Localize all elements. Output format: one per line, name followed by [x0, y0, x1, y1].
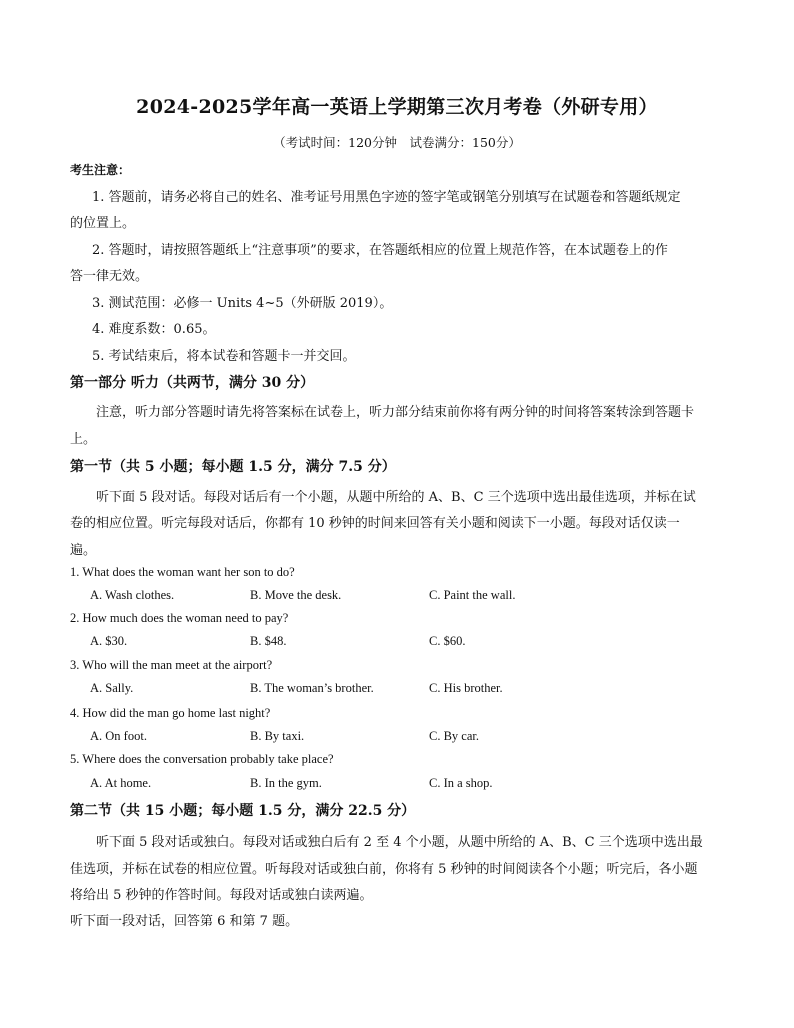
exam-title: 2024-2025学年高一英语上学期第三次月考卷（外研专用）: [136, 96, 658, 118]
question-2: 2. How much does the woman need to pay?: [70, 611, 289, 625]
question-3: 3. Who will the man meet at the airport?: [70, 658, 273, 672]
question-2-option-b: B. $48.: [250, 634, 287, 648]
question-5-option-a: A. At home.: [90, 776, 152, 790]
section1-instr-line1: 听下面 5 段对话。每段对话后有一个小题，从题中所给的 A、B、C 三个选项中选出最佳选项，并标在试: [96, 490, 696, 505]
question-1-option-a: A. Wash clothes.: [90, 588, 175, 602]
part1-heading: 第一部分 听力（共两节，满分 30 分）: [70, 375, 315, 391]
section2-prompt: 听下面一段对话，回答第 6 和第 7 题。: [70, 914, 299, 929]
question-3-option-a: A. Sally.: [90, 681, 134, 695]
question-5-option-b: B. In the gym.: [250, 776, 322, 790]
notice-item-3: 3. 测试范围：必修一 Units 4~5（外研版 2019）。: [92, 296, 393, 311]
notice-item-1-line2: 的位置上。: [70, 216, 136, 231]
question-5-option-c: C. In a shop.: [429, 776, 493, 790]
question-1-option-b: B. Move the desk.: [250, 588, 342, 602]
question-2-option-a: A. $30.: [90, 634, 128, 648]
notice-item-2-line1: 2. 答题时，请按照答题纸上“注意事项”的要求，在答题纸相应的位置上规范作答，在本试题卷上的作: [92, 243, 668, 258]
question-4-option-a: A. On foot.: [90, 729, 147, 743]
question-1: 1. What does the woman want her son to do?: [70, 565, 295, 579]
notice-heading: 考生注意：: [70, 163, 131, 177]
question-4-option-c: C. By car.: [429, 729, 479, 743]
section1-heading: 第一节（共 5 小题；每小题 1.5 分，满分 7.5 分）: [70, 459, 396, 475]
question-5: 5. Where does the conversation probably take place?: [70, 752, 334, 766]
section2-instr-line2: 佳选项，并标在试卷的相应位置。听每段对话或独白前，你将有 5 秒钟的时间阅读各个小题；听完后，各小题: [70, 862, 698, 877]
notice-item-1-line1: 1. 答题前，请务必将自己的姓名、准考证号用黑色字迹的签字笔或钢笔分别填写在试题卷和答题纸规定: [92, 190, 681, 205]
question-4-option-b: B. By taxi.: [250, 729, 305, 743]
question-1-option-c: C. Paint the wall.: [429, 588, 516, 602]
question-4: 4. How did the man go home last night?: [70, 706, 271, 720]
question-3-option-c: C. His brother.: [429, 681, 503, 695]
question-3-option-b: B. The woman’s brother.: [250, 681, 374, 695]
section2-instr-line1: 听下面 5 段对话或独白。每段对话或独白后有 2 至 4 个小题，从题中所给的 A、B、C 三个选项中选出最: [96, 835, 703, 850]
notice-item-5: 5. 考试结束后，将本试卷和答题卡一并交回。: [92, 349, 356, 364]
question-2-option-c: C. $60.: [429, 634, 466, 648]
notice-item-4: 4. 难度系数：0.65。: [92, 322, 216, 337]
notice-item-2-line2: 答一律无效。: [70, 269, 149, 284]
part1-note-line1: 注意，听力部分答题时请先将答案标在试卷上，听力部分结束前你将有两分钟的时间将答案转涂到答题卡: [96, 405, 695, 420]
part1-note-line2: 上。: [70, 432, 97, 447]
section2-heading: 第二节（共 15 小题；每小题 1.5 分，满分 22.5 分）: [70, 803, 416, 819]
section1-instr-line2: 卷的相应位置。听完每段对话后，你都有 10 秒钟的时间来回答有关小题和阅读下一小题。每段对话仅读一: [70, 516, 680, 531]
section2-instr-line3: 将给出 5 秒钟的作答时间。每段对话或独白读两遍。: [70, 888, 373, 903]
section1-instr-line3: 遍。: [70, 543, 97, 558]
exam-subtitle: （考试时间：120分钟 试卷满分：150分）: [273, 135, 521, 150]
